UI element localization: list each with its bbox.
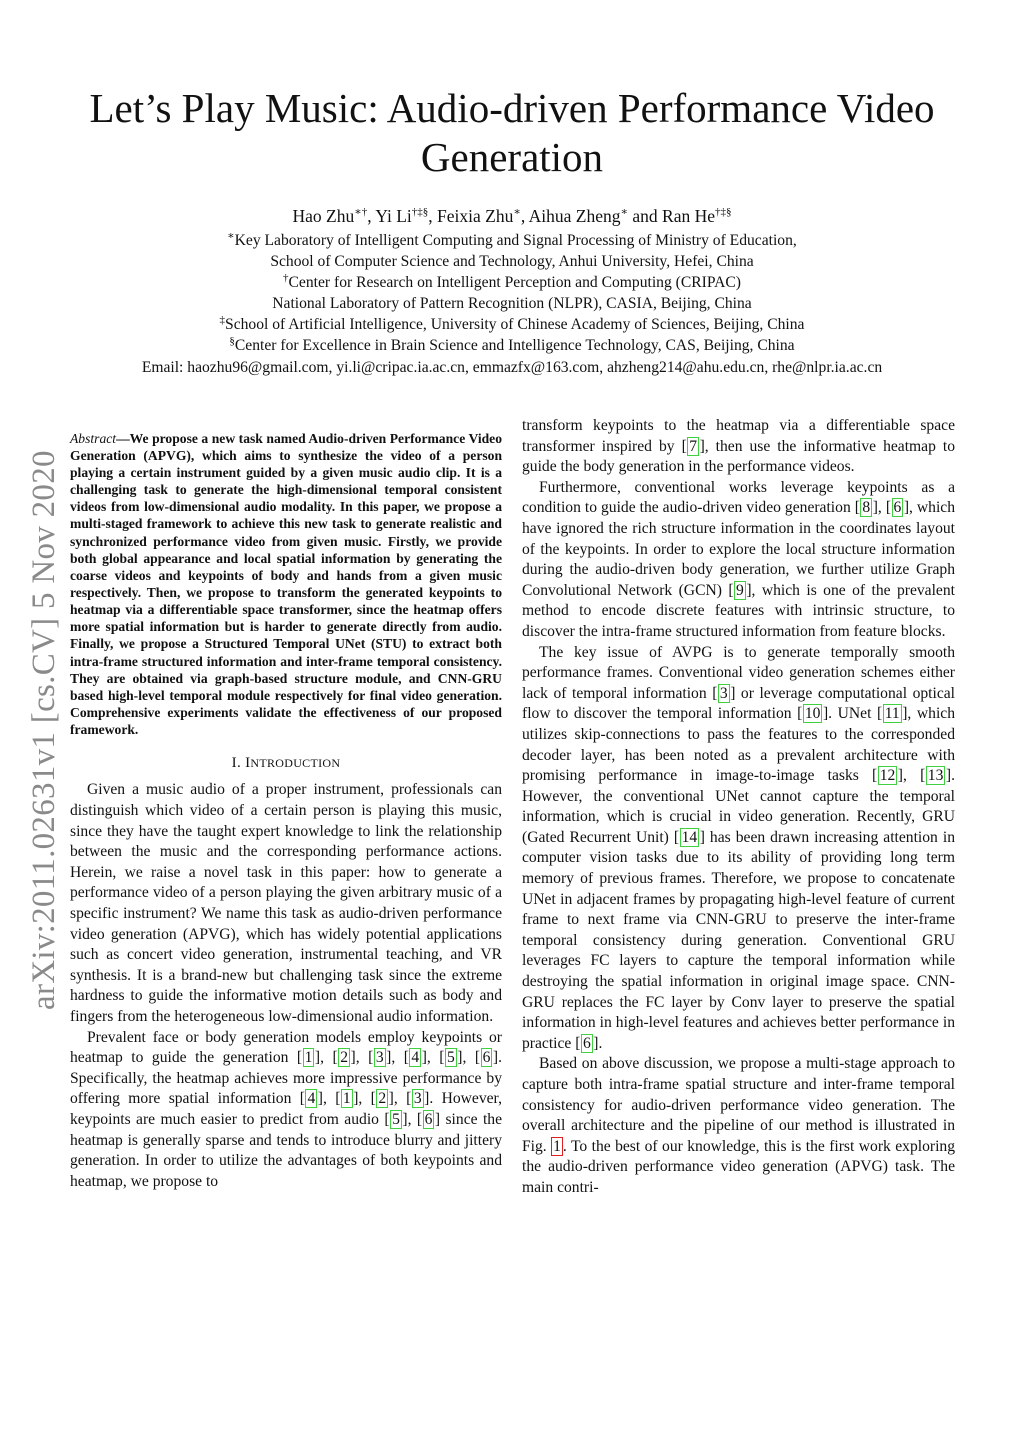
affiliation-line: ∗Key Laboratory of Intelligent Computing and Signal Processing of Ministry of Education, bbox=[227, 229, 797, 249]
author-name: Ran He bbox=[662, 206, 715, 226]
affiliation-line: †Center for Research on Intelligent Perception and Computing (CRIPAC) bbox=[283, 272, 741, 292]
citation-link[interactable]: 3 bbox=[413, 1090, 422, 1108]
citation-link[interactable]: 1 bbox=[304, 1049, 313, 1067]
arxiv-identifier: arXiv:2011.02631v1 [cs.CV] 5 Nov 2020 bbox=[26, 450, 62, 1010]
author-name: Feixia Zhu bbox=[437, 206, 514, 226]
body-paragraph: Based on above discussion, we propose a multi-stage approach to capture both intra-frame spatial structure and inter-frame temporal consistency for audio-driven performance video generation. The overall architecture and the pipeline of our method is illustrated in Fig. 1 . To the best of our knowledge, this is the first work exploring the audio-driven performance video generation (APVG) task. The main contri- bbox=[522, 1055, 955, 1196]
abstract bbox=[70, 430, 502, 739]
affiliation-line: §Center for Excellence in Brain Science and Intelligence Technology, CAS, Beijing, China bbox=[229, 335, 795, 355]
citation-link[interactable]: 13 bbox=[927, 767, 944, 785]
author-list: Hao Zhu∗†, Yi Li†‡§, Feixia Zhu∗, Aihua Zheng∗ and Ran He†‡§ bbox=[292, 206, 732, 226]
citation-link[interactable]: 1 bbox=[342, 1090, 351, 1108]
citation-link[interactable]: 6 bbox=[893, 499, 902, 517]
author-affiliation-mark: ∗† bbox=[354, 206, 368, 219]
affiliation-line: School of Computer Science and Technology, Anhui University, Hefei, China bbox=[270, 253, 754, 271]
citation-link[interactable]: 6 bbox=[424, 1110, 433, 1128]
author-affiliation-mark: †‡§ bbox=[715, 206, 732, 219]
citation-link[interactable]: 5 bbox=[392, 1110, 400, 1128]
abstract-text: —We propose a new task named Audio-driven Performance Video Generation (APVG), which aims to synthesize the video of a person playing a certain instrument guided by a given music audio clip. It is a challenging task to generate the high-dimensional temporal consistent videos from low-dimensional audio modality. In this paper, we propose a multi-staged framework to achieve this new task to generate realistic and synchronized performance video from given music. Firstly, we provide both global appearance and local spatial information by generating the coarse videos and keypoints of body and hands from a given music respectively. Then, we propose to transform the generated keypoints to heatmap via a differentiable space transformer, since the heatmap offers more spatial information but is harder to generate directly from audio. Finally, we propose a Structured Temporal UNet (STU) to extract both intra-frame structured information and inter-frame temporal consistency. They are obtained via graph-based structure module, and CNN-GRU based high-level temporal module respectively for final video generation. Comprehensive experiments validate the effectiveness of our proposed framework. bbox=[70, 430, 502, 738]
email-line: Email: haozhu96@gmail.com, yi.li@cripac.ia.ac.cn, emmazfx@163.com, ahzheng214@ahu.edu.cn, rhe@nlpr.ia.ac.cn bbox=[141, 358, 883, 376]
section-heading-introduction: I. INTRODUCTION bbox=[231, 755, 341, 772]
figure-reference-link[interactable]: 1 bbox=[553, 1137, 561, 1155]
introduction-body-left bbox=[70, 780, 502, 1192]
citation-link[interactable]: 3 bbox=[719, 684, 728, 702]
body-paragraph: Prevalent face or body generation models employ keypoints or heatmap to guide the generation [ 1 ], [ 2 ], [ 3 ], [ 4 ], [ 5 ], [ 6 ]. Specifically, the heatmap achieves more impressive performance by offering more spatial information [ 4 ], [ 1 ], [ 2 ], [ 3 ]. However, keypoints are much easier to predict from audio [ 5 ], [ 6 ] since the heatmap is generally sparse and tends to introduce blurry and jittery generation. In order to utilize the advantages of both keypoints and heatmap, we propose to bbox=[70, 1028, 503, 1190]
abstract-label: Abstract bbox=[70, 430, 117, 446]
citation-link[interactable]: 5 bbox=[447, 1049, 455, 1067]
citation-link[interactable]: 10 bbox=[804, 705, 821, 723]
introduction-body-right bbox=[522, 416, 955, 1199]
citation-link[interactable]: 6 bbox=[482, 1049, 491, 1067]
body-paragraph: The key issue of AVPG is to generate temporally smooth performance frames. Conventional video generation schemes either lack of temporal information [ 3 ] or leverage computational optical flow to discover the temporal information [ 10 ]. UNet [ 11 ], which utilizes skip-connections to pass the features to the corresponded decoder layer, has been noted as a prevalent architecture with promising performance in image-to-image tasks [ 12 ], [ 13 ]. However, the conventional UNet cannot capture the temporal information, which is crucial in video generation. Recently, GRU (Gated Recurrent Unit) [ 14 ] has been drawn increasing attention in computer vision tasks due to its ability of providing long term memory of previous frames. Therefore, we propose to concatenate UNet in adjacent frames by propagating high-level feature of current frame to next frame via CNN-GRU to preserve the inter-frame temporal consistency during generation. Conventional GRU leverages FC layers to capture the temporal information while destroying the spatial information in original image space. CNN-GRU replaces the FC layer by Conv layer to preserve the spatial information in high-level features and achieves better performance in practice [ 6 ]. bbox=[522, 643, 955, 1052]
citation-link[interactable]: 8 bbox=[862, 499, 871, 517]
author-name: Aihua Zheng bbox=[528, 206, 621, 226]
right-column bbox=[522, 416, 955, 1199]
citation-link[interactable]: 9 bbox=[736, 581, 744, 599]
citation-link[interactable]: 6 bbox=[582, 1034, 591, 1052]
affiliation-line: ‡School of Artificial Intelligence, University of Chinese Academy of Sciences, Beijing, China bbox=[219, 314, 805, 334]
left-column bbox=[70, 416, 502, 1192]
author-affiliation-mark: ∗ bbox=[620, 206, 628, 219]
citation-link[interactable]: 11 bbox=[884, 705, 900, 723]
author-affiliation-mark: †‡§ bbox=[411, 206, 429, 219]
citation-link[interactable]: 2 bbox=[378, 1090, 387, 1108]
citation-link[interactable]: 2 bbox=[340, 1049, 349, 1067]
citation-link[interactable]: 4 bbox=[307, 1090, 316, 1108]
citation-link[interactable]: 7 bbox=[689, 437, 698, 455]
citation-link[interactable]: 14 bbox=[681, 828, 698, 846]
affiliation-line: National Laboratory of Pattern Recognition (NLPR), CASIA, Beijing, China bbox=[272, 295, 752, 313]
affiliations bbox=[0, 230, 1024, 378]
author-affiliation-mark: ∗ bbox=[513, 206, 521, 219]
paper-title: Let’s Play Music: Audio-driven Performance Video Generation bbox=[89, 85, 935, 180]
body-paragraph: transform keypoints to the heatmap via a differentiable space transformer inspired by [ 7 ], then use the informative heatmap to guide the body generation in the performance videos. bbox=[522, 417, 956, 476]
citation-link[interactable]: 3 bbox=[375, 1049, 384, 1067]
citation-link[interactable]: 12 bbox=[879, 767, 896, 785]
author-name: Yi Li bbox=[375, 206, 412, 226]
citation-link[interactable]: 4 bbox=[411, 1049, 420, 1067]
author-name: Hao Zhu bbox=[292, 206, 355, 226]
body-paragraph: Furthermore, conventional works leverage keypoints as a condition to guide the audio-driven video generation [ 8 ], [ 6 ], which have ignored the rich structure information in the coordinates layout of the keypoints. In order to explore the local structure information during the audio-driven body generation, we further utilize Graph Convolutional Network (GCN) [ 9 ], which is one of the prevalent method to encode discrete features with intrinsic structure, to discover the intra-frame structured information from feature blocks. bbox=[522, 478, 956, 640]
body-paragraph: Given a music audio of a proper instrument, professionals can distinguish which video of a certain person is playing this music, since they have the taught expert knowledge to link the relationship between the music and the corresponding performance actions. Herein, we raise a novel task in this paper: how to generate a performance video of a person playing the given arbitrary music of a specific instrument? We name this task as audio-driven performance video generation (APVG), which has widely potential applications such as concert video generation, instrumental teaching, and VR synthesis. It is a brand-new but challenging task since the extreme hardness to guide the informative motion details such as body and fingers from the heterogeneous low-dimensional audio information. bbox=[70, 781, 502, 1025]
